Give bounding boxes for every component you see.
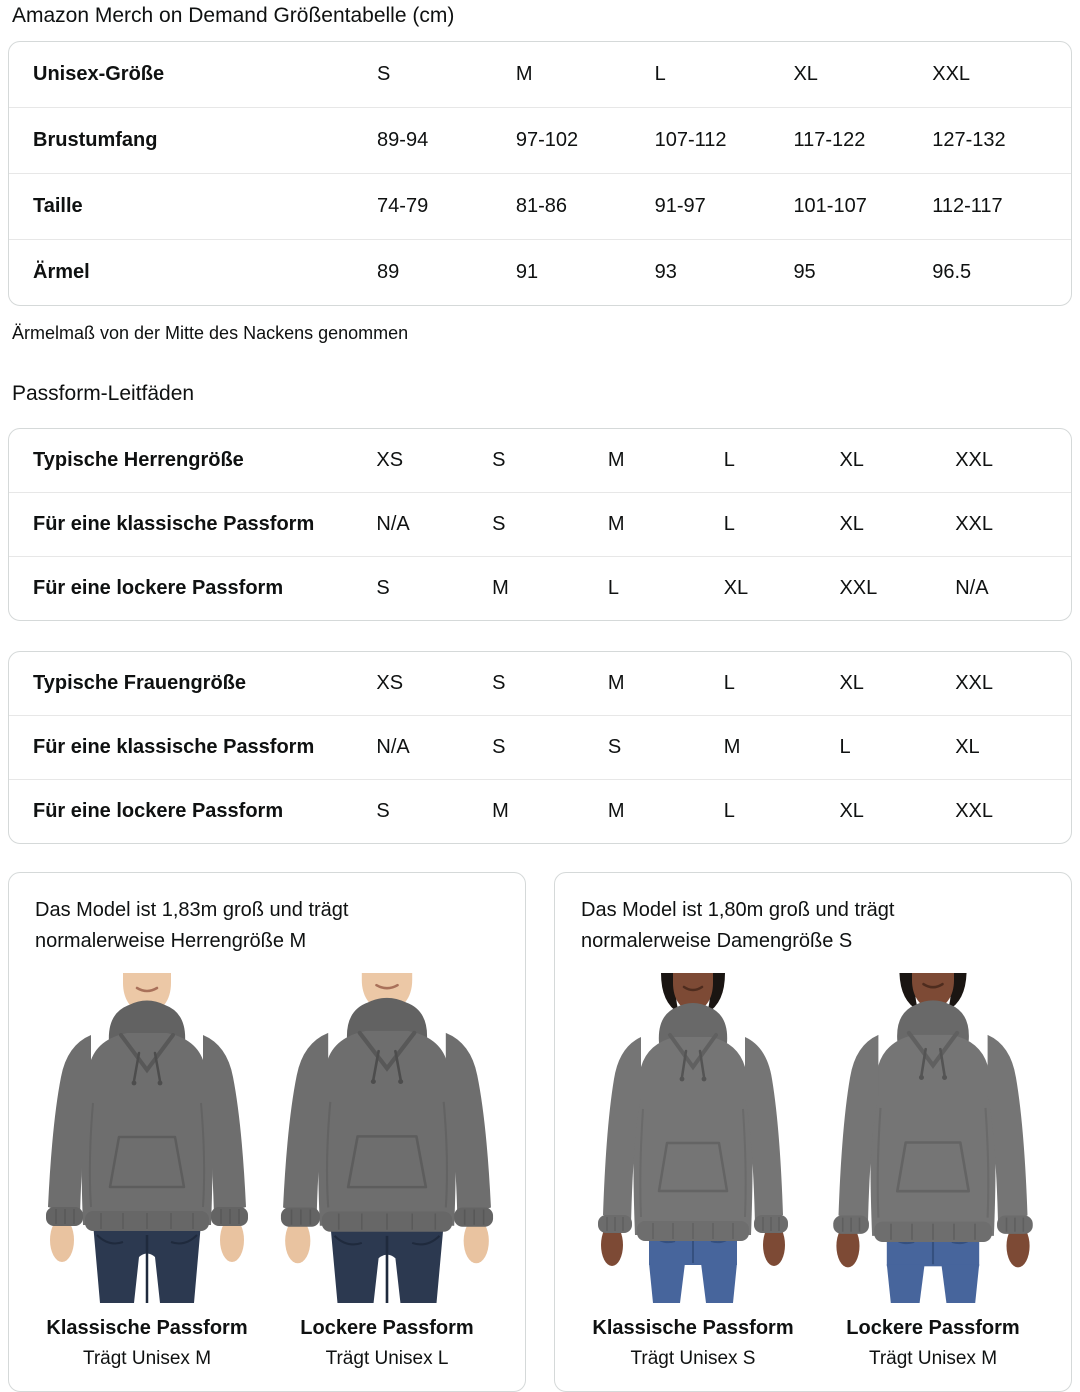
fit-label: Klassische Passform (592, 1317, 794, 1339)
table-cell: XXL (955, 672, 994, 694)
fit-caption (817, 1316, 1049, 1371)
row-label: Unisex-Größe (33, 63, 165, 85)
model-description: Das Model ist 1,83m groß und trägt normalerweise Herrengröße M (35, 899, 349, 952)
table-cell: XXL (955, 513, 994, 535)
model-card-women (554, 872, 1072, 1392)
table-cell: 107-112 (654, 129, 727, 151)
table-row (9, 492, 1071, 556)
table-cell: XL (839, 672, 864, 694)
table-cell: S (492, 736, 506, 758)
table-row (9, 715, 1071, 779)
fit-label: Lockere Passform (846, 1317, 1020, 1339)
row-label: Für eine klassische Passform (33, 513, 315, 535)
row-label: Für eine lockere Passform (33, 577, 284, 599)
table-cell: M (492, 800, 509, 822)
table-cell: M (607, 800, 625, 822)
page-title: Amazon Merch on Demand Größentabelle (cm) (12, 4, 455, 27)
row-label: Taille (33, 195, 83, 217)
model-cards (8, 872, 1072, 1392)
size-worn-label: Trägt Unisex L (325, 1348, 449, 1369)
photo-captions (573, 1316, 1053, 1371)
table-cell: 127-132 (932, 129, 1006, 151)
table-cell: XS (376, 672, 404, 694)
model-card-men (8, 872, 526, 1392)
table-cell: 89-94 (377, 129, 429, 151)
table-cell: L (607, 577, 620, 599)
model-photo-men-loose (271, 973, 503, 1303)
table-cell: 91-97 (654, 195, 706, 217)
fit-label: Lockere Passform (300, 1317, 474, 1339)
row-label: Für eine lockere Passform (33, 800, 284, 822)
size-worn-label: Trägt Unisex S (630, 1348, 756, 1369)
table-cell: 101-107 (793, 195, 867, 217)
table-row (9, 42, 1071, 107)
fit-caption (271, 1316, 503, 1371)
table-cell: S (607, 736, 622, 758)
table-row (9, 107, 1071, 173)
model-photo-men-classic (31, 973, 263, 1303)
table-cell: L (723, 800, 735, 822)
male-model-hoodie-illustration (31, 973, 263, 1303)
row-label: Typische Frauengröße (33, 672, 247, 694)
table-cell: XL (839, 800, 864, 822)
table-cell: N/A (376, 736, 410, 758)
model-photo-women-classic (577, 973, 809, 1303)
table-cell: XL (839, 449, 864, 471)
size-worn-label: Trägt Unisex M (868, 1348, 998, 1369)
table-cell: S (376, 800, 390, 822)
table-cell: XXL (955, 800, 994, 822)
table-cell: L (723, 449, 735, 471)
table-cell: XL (793, 63, 818, 85)
male-model-hoodie-illustration (271, 973, 503, 1303)
fit-caption (577, 1316, 809, 1371)
model-photos (573, 973, 1053, 1303)
fit-table-men (8, 428, 1072, 621)
sleeve-measurement-note: Ärmelmaß von der Mitte des Nackens genommen (12, 323, 409, 343)
table-cell: L (839, 736, 851, 758)
table-cell: L (723, 672, 735, 694)
table-cell: XL (839, 513, 864, 535)
size-worn-label: Trägt Unisex M (82, 1348, 212, 1369)
table-cell: N/A (376, 513, 410, 535)
row-label: Brustumfang (33, 129, 158, 151)
table-cell: 97-102 (515, 129, 579, 151)
table-cell: 89 (377, 261, 400, 283)
table-cell: L (723, 513, 735, 535)
fit-guides-heading: Passform-Leitfäden (12, 382, 195, 405)
table-cell: XXL (955, 449, 994, 471)
row-label: Typische Herrengröße (33, 449, 244, 471)
table-cell: 91 (515, 261, 539, 283)
table-cell: M (607, 672, 625, 694)
table-cell: S (376, 577, 390, 599)
fit-label: Klassische Passform (46, 1317, 248, 1339)
table-cell: 93 (654, 261, 677, 283)
table-cell: 112-117 (932, 195, 1003, 217)
table-cell: XL (723, 577, 749, 599)
table-row (9, 173, 1071, 239)
table-cell: 81-86 (515, 195, 567, 217)
table-cell: M (607, 449, 625, 471)
female-model-hoodie-illustration (817, 973, 1049, 1303)
table-cell: M (723, 736, 741, 758)
table-cell: S (377, 63, 391, 85)
table-cell: 74-79 (377, 195, 429, 217)
table-cell: 96.5 (932, 261, 972, 283)
model-photos (27, 973, 507, 1303)
table-cell: S (492, 672, 506, 694)
table-row (9, 239, 1071, 305)
fit-table-women (8, 651, 1072, 844)
table-cell: XXL (932, 63, 971, 85)
table-cell: XXL (839, 577, 878, 599)
table-cell: N/A (955, 577, 989, 599)
table-row (9, 429, 1071, 492)
table-cell: XS (376, 449, 404, 471)
size-chart-page (0, 3, 1080, 1392)
model-photo-women-loose (817, 973, 1049, 1303)
table-cell: S (492, 449, 506, 471)
table-row (9, 779, 1071, 843)
table-cell: L (654, 63, 666, 85)
fit-caption (31, 1316, 263, 1371)
photo-captions (27, 1316, 507, 1371)
table-cell: M (515, 63, 533, 85)
row-label: Ärmel (33, 261, 90, 283)
table-cell: 117-122 (793, 129, 866, 151)
table-cell: 95 (793, 261, 816, 283)
table-cell: S (492, 513, 506, 535)
table-cell: XL (955, 736, 980, 758)
model-description: Das Model ist 1,80m groß und trägt normalerweise Damengröße S (581, 899, 895, 952)
row-label: Für eine klassische Passform (33, 736, 315, 758)
size-table (8, 41, 1072, 306)
table-row (9, 652, 1071, 715)
table-cell: M (607, 513, 625, 535)
table-cell: M (492, 577, 509, 599)
female-model-hoodie-illustration (577, 973, 809, 1303)
table-row (9, 556, 1071, 620)
